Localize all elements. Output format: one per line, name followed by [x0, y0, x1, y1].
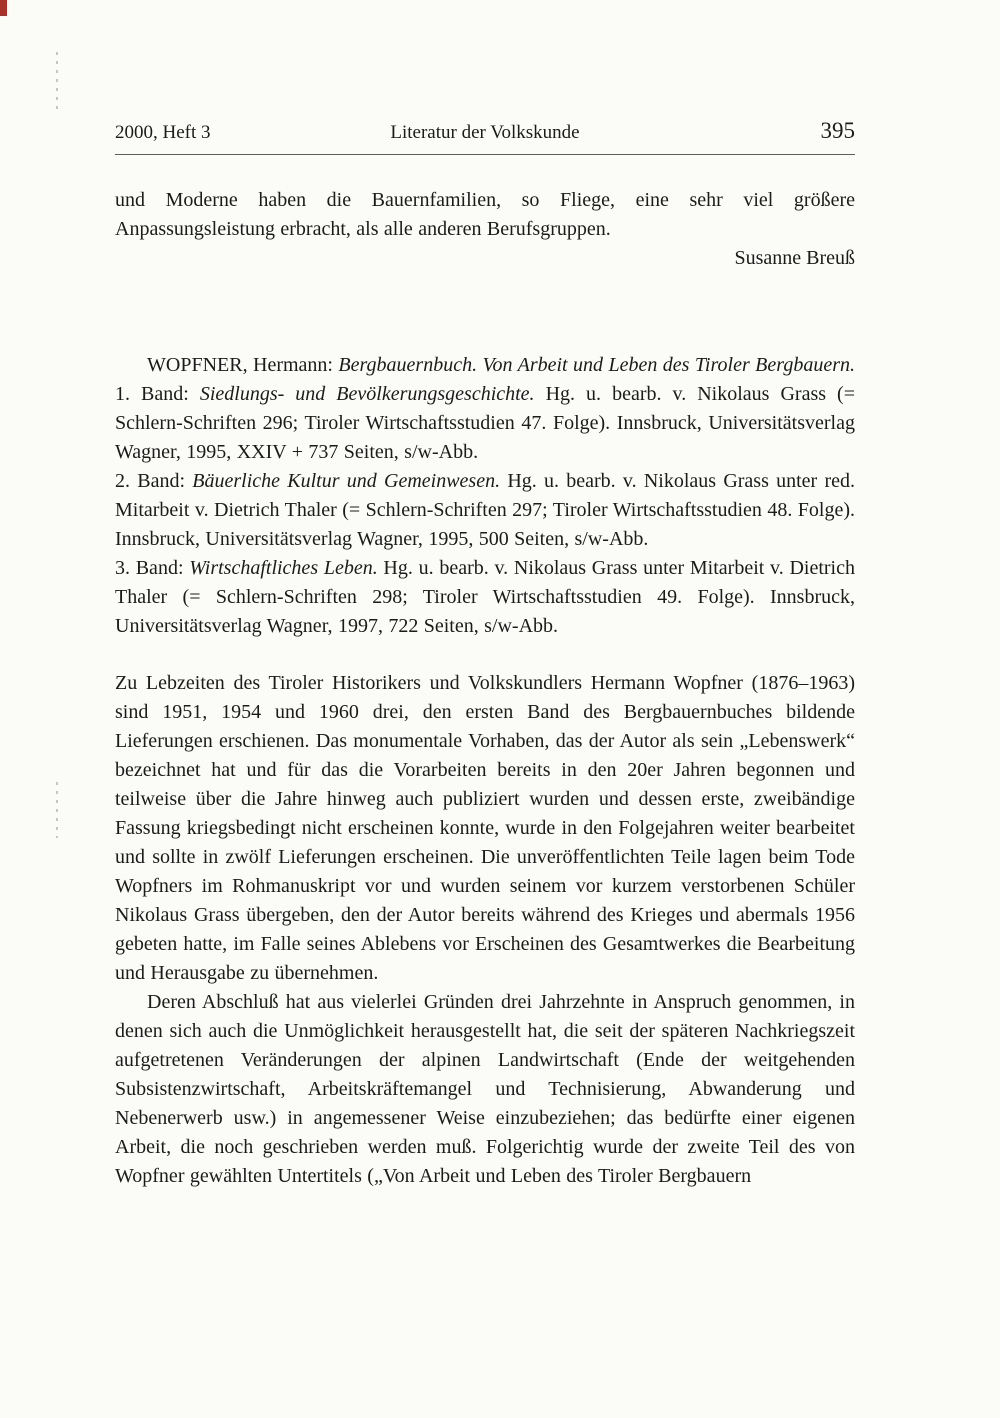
bibliography-entry-band-2: 2. Band: Bäuerliche Kultur und Gemeinwesen. Hg. u. bearb. v. Nikolaus Grass unter red. Mitarbeit v. Dietrich Thaler (= Schlern-Schriften 297; Tiroler Wirtschaftsstudien 48. Folge). Innsbruck, Universitätsverlag Wagner, 1995, 500 Seiten, s/w-Abb.: [115, 470, 856, 550]
scan-artifact-margin-mark-top: [56, 52, 58, 110]
scan-artifact-corner: [0, 0, 7, 16]
bibliography-block: [115, 351, 855, 641]
section-title: Literatur der Volkskunde: [390, 122, 580, 143]
scan-artifact-margin-mark-middle: [56, 782, 58, 838]
review-paragraph-1: Zu Lebzeiten des Tiroler Historikers und Volkskundlers Hermann Wopfner (1876–1963) sind 1951, 1954 und 1960 drei, den ersten Band des Bergbauernbuches bildende Lieferungen erschienen. Das monumentale Vorhaben, das der Autor als sein „Lebenswerk“ bezeichnet hat und für das die Vorarbeiten bereits in den 20er Jahren begonnen und teilweise über die Jahre hinweg auch publiziert wurden und dessen erste, zweibändige Fassung kriegsbedingt nicht erscheinen konnte, wurde in den Folgejahren weiter bearbeitet und sollte in zwölf Lieferungen erscheinen. Die unveröffentlichten Teile lagen beim Tode Wopfners im Rohmanuskript vor und wurden seinem vor kurzem verstorbenen Schüler Nikolaus Grass übergeben, den der Autor bereits während des Krieges und abermals 1956 gebeten hatte, im Falle seines Ablebens vor Erscheinen des Gesamtwerkes die Bearbeitung und Herausgabe zu übernehmen.: [115, 672, 855, 984]
issue-info: 2000, Heft 3: [115, 122, 211, 143]
bibliography-entry-band-1: WOPFNER, Hermann: Bergbauernbuch. Von Arbeit und Leben des Tiroler Bergbauern. 1. Band: Siedlungs- und Bevölkerungsgeschichte. Hg. u. bearb. v. Nikolaus Grass (= Schlern-Schriften 296; Tiroler Wirtschaftsstudien 47. Folge). Innsbruck, Universitätsverlag Wagner, 1995, XXIV + 737 Seiten, s/w-Abb.: [115, 354, 855, 463]
bibliography-entry-band-3: 3. Band: Wirtschaftliches Leben. Hg. u. bearb. v. Nikolaus Grass unter Mitarbeit v. Dietrich Thaler (= Schlern-Schriften 298; Tiroler Wirtschaftsstudien 49. Folge). Innsbruck, Universitätsverlag Wagner, 1997, 722 Seiten, s/w-Abb.: [115, 557, 855, 637]
page-number: 395: [820, 118, 855, 143]
review-paragraph-2: Deren Abschluß hat aus vielerlei Gründen drei Jahrzehnte in Anspruch genommen, in denen sich auch die Unmöglichkeit herausgestellt hat, die seit der späteren Nachkriegszeit aufgetretenen Veränderungen der alpinen Landwirtschaft (Ende der weitgehenden Subsistenzwirtschaft, Arbeitskräftemangel und Technisierung, Abwanderung und Nebenerwerb usw.) in angemessener Weise einzubeziehen; das bedürfte einer eigenen Arbeit, die noch geschrieben werden muß. Folgerichtig wurde der zweite Teil des von Wopfner gewählten Untertitels („Von Arbeit und Leben des Tiroler Bergbauern: [115, 991, 855, 1187]
header-divider: [115, 154, 855, 155]
intro-paragraph: und Moderne haben die Bauernfamilien, so Fliege, eine sehr viel größere Anpassungsleistung erbracht, als alle anderen Berufsgruppen.: [115, 189, 855, 240]
page-header: [115, 116, 855, 147]
author-signature: Susanne Breuß: [734, 247, 855, 269]
